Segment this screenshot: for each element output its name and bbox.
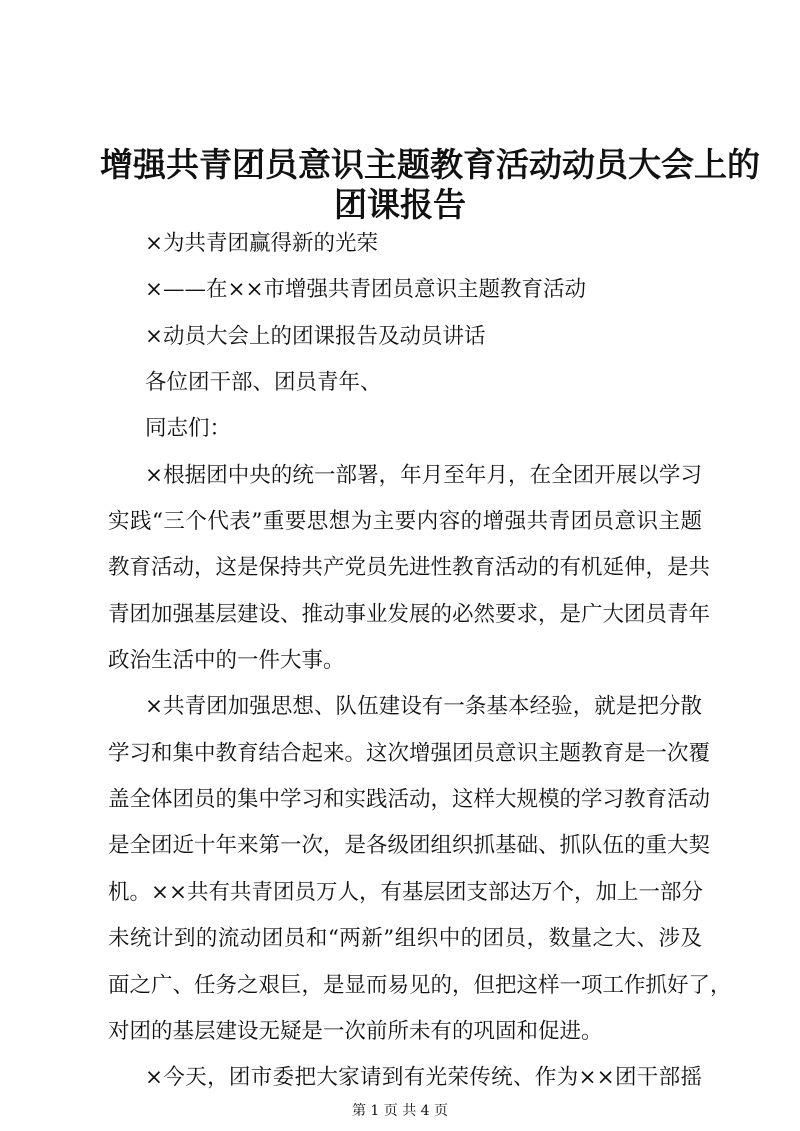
text-line: ×根据团中央的统一部署，年月至年月，在全团开展以学习 — [145, 462, 702, 488]
text-line: ×——在××市增强共青团员意识主题教育活动 — [145, 277, 587, 303]
text-line: ×为共青团赢得新的光荣 — [145, 231, 379, 256]
text-line: 青团加强基层建设、推动事业发展的必然要求，是广大团员青年 — [108, 601, 711, 627]
text-line: 盖全体团员的集中学习和实践活动，这样大规模的学习教育活动 — [108, 787, 711, 813]
text-line: ×动员大会上的团课报告及动员讲话 — [145, 323, 486, 349]
title-line-1: 增强共青团员意识主题教育活动动员大会上的 — [100, 145, 760, 184]
text-line: 各位团干部、团员青年、 — [145, 370, 382, 396]
text-line: 对团的基层建设无疑是一次前所未有的巩固和促进。 — [108, 1018, 603, 1044]
text-line: 是全团近十年来第一次，是各级团组织抓基础、抓队伍的重大契 — [108, 833, 711, 859]
text-line: 面之广、任务之艰巨，是显而易见的，但把这样一项工作抓好了， — [108, 972, 732, 998]
text-line: 未统计到的流动团员和“两新”组织中的团员，数量之大、涉及 — [108, 926, 702, 952]
document-title — [100, 145, 760, 225]
text-line: 实践“三个代表”重要思想为主要内容的增强共青团员意识主题 — [108, 509, 702, 535]
text-line: 机。××共有共青团员万人，有基层团支部达万个，加上一部分 — [108, 879, 704, 905]
page-footer: 第 1 页 共 4 页 — [351, 1103, 449, 1119]
text-line: ×今天，团市委把大家请到有光荣传统、作为××团干部摇 — [145, 1065, 702, 1091]
document-body — [108, 224, 732, 1105]
text-line: 教育活动，这是保持共产党员先进性教育活动的有机延伸，是共 — [108, 555, 711, 581]
text-line: 政治生活中的一件大事。 — [108, 648, 345, 674]
text-line: 同志们： — [145, 416, 232, 442]
title-line-2: 团课报告 — [334, 185, 466, 224]
text-line: 学习和集中教育结合起来。这次增强团员意识主题教育是一次覆 — [108, 740, 711, 766]
text-line: ×共青团加强思想、队伍建设有一条基本经验，就是把分散 — [145, 694, 702, 720]
